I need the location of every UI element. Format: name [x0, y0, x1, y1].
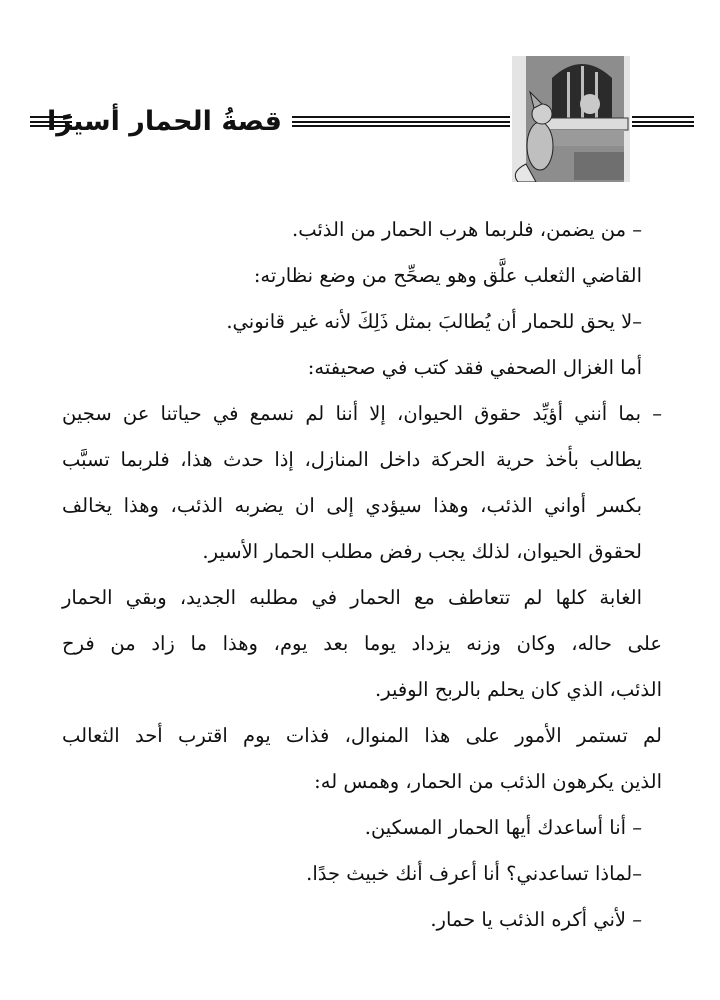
paragraph: – لأني أكره الذئب يا حمار. [430, 908, 642, 931]
paragraph: –لا يحق للحمار أن يُطالبَ بمثل ذَلِكَ لأنه غير قانوني. [226, 310, 642, 333]
tower-bricks [574, 152, 624, 180]
fox-body [527, 122, 553, 170]
paragraph: لم تستمر الأمور على هذا المنوال، فذات يوم اقترب أحد الثعالب [62, 724, 662, 747]
donkey-head [580, 94, 600, 114]
title-ornament-far-right [632, 116, 694, 127]
paragraph: – أنا أساعدك أيها الحمار المسكين. [364, 816, 642, 839]
story-illustration [512, 56, 630, 182]
paragraph: لحقوق الحيوان، لذلك يجب رفض مطلب الحمار الأسير. [202, 540, 642, 563]
paragraph: – من يضمن، فلربما هرب الحمار من الذئب. [292, 218, 642, 241]
balcony [542, 118, 628, 130]
balcony-base [550, 130, 624, 146]
paragraph: – بما أنني أؤيِّد حقوق الحيوان، إلا أننا لم نسمع في حياتنا عن سجين [62, 402, 662, 425]
paragraph: يطالب بأخذ حرية الحركة داخل المنازل، إذا حدث هذا، فلربما تسبَّب [62, 448, 642, 471]
paragraph: الذين يكرهون الذئب من الحمار، وهمس له: [314, 770, 662, 793]
paragraph: –لماذا تساعدني؟ أنا أعرف أنك خبيث جدًا. [306, 862, 642, 885]
paragraph: بكسر أواني الذئب، وهذا سيؤدي إلى ان يضربه الذئب، وهذا يخالف [62, 494, 642, 517]
title-ornament-right [292, 116, 510, 127]
chapter-title: قصةُ الحمار أسيرًا [47, 106, 282, 137]
chapter-header [0, 0, 720, 200]
paragraph: الذئب، الذي كان يحلم بالربح الوفير. [375, 678, 662, 701]
paragraph: القاضي الثعلب علَّق وهو يصحِّح من وضع نظارته: [253, 264, 642, 287]
paragraph: الغابة كلها لم تتعاطف مع الحمار في مطلبه الجديد، وبقي الحمار [62, 586, 642, 609]
window-bar [567, 72, 570, 118]
paragraph: أما الغزال الصحفي فقد كتب في صحيفته: [307, 356, 642, 379]
paragraph: على حاله، وكان وزنه يزداد يوما بعد يوم، وهذا ما زاد من فرح [62, 632, 662, 655]
